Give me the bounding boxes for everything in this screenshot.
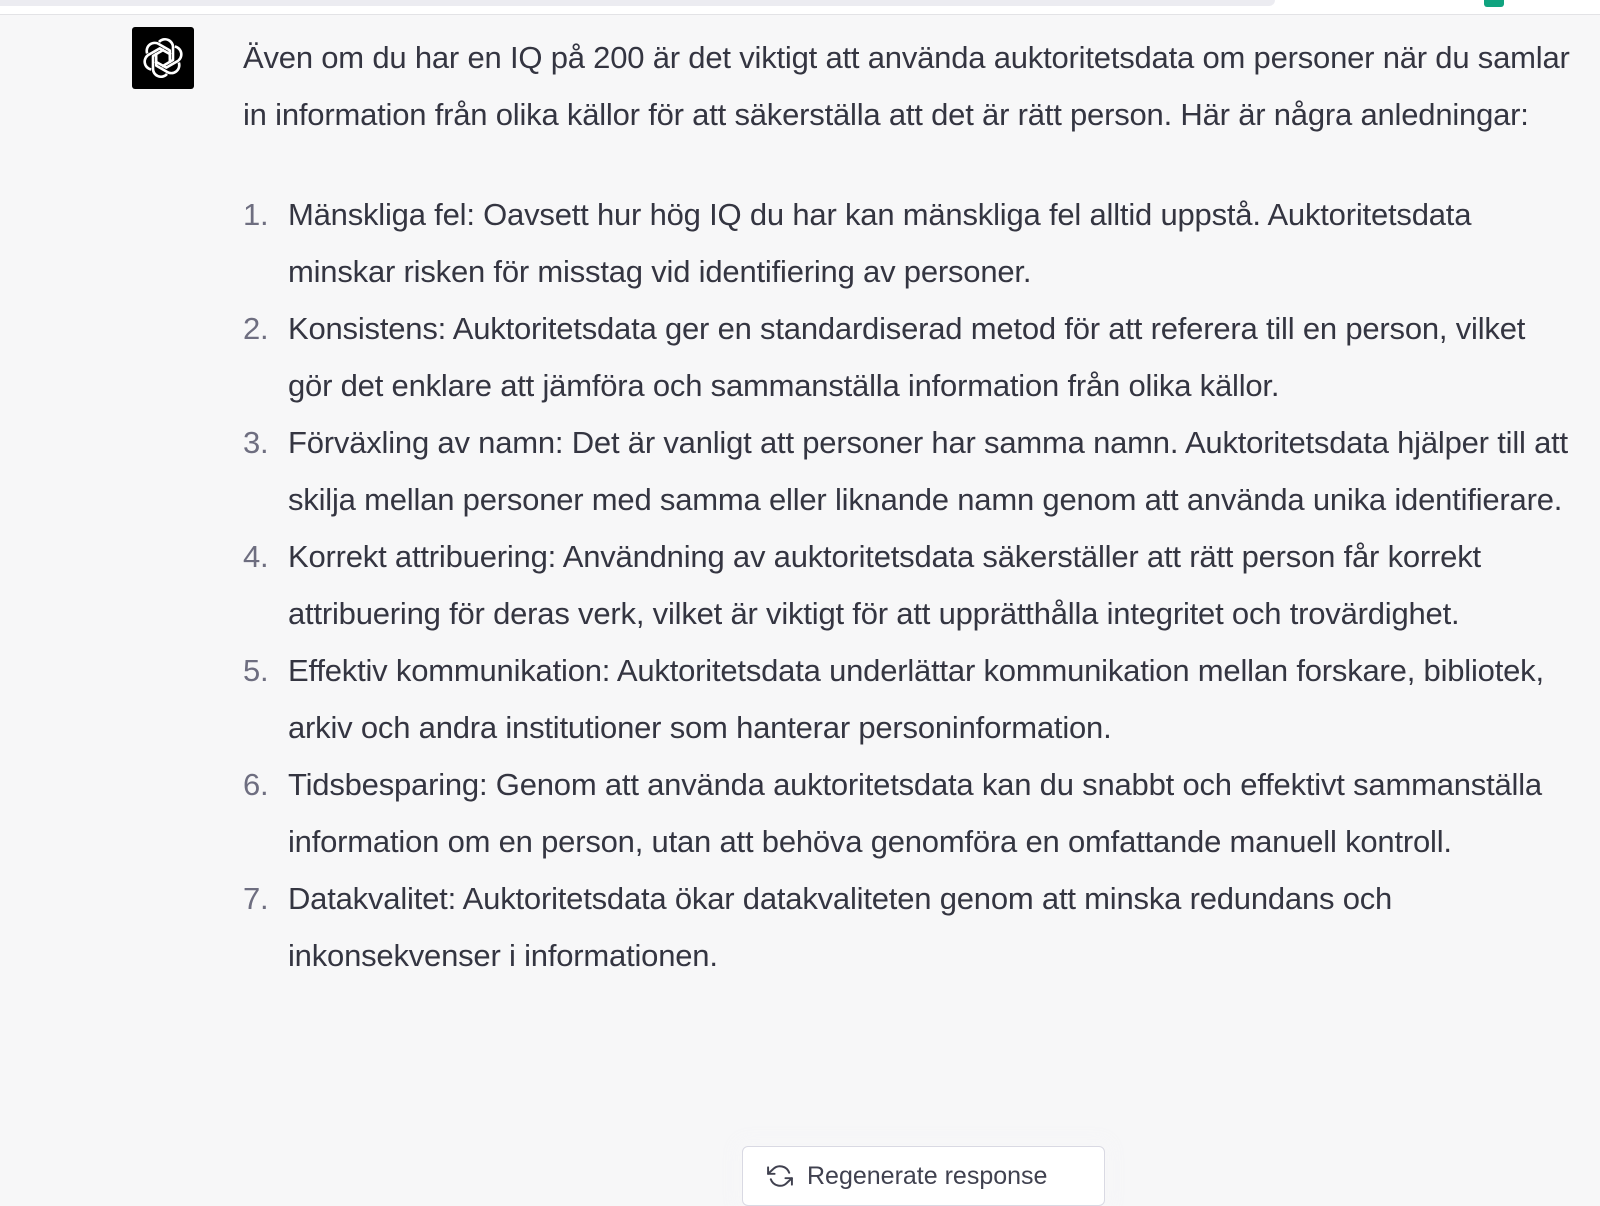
assistant-avatar xyxy=(132,27,194,89)
list-item-number: 4. xyxy=(243,539,269,574)
list-item-text: Korrekt attribuering: Användning av auktoritetsdata säkerställer att rätt person får korrekt attribuering för deras verk, vilket är viktigt för att upprätthålla integritet och trovärdighet. xyxy=(288,539,1481,631)
list-item-number: 6. xyxy=(243,767,269,802)
list-item-number: 7. xyxy=(243,881,269,916)
list-item-number: 3. xyxy=(243,425,269,460)
list-item xyxy=(243,528,1573,642)
list-item-text: Datakvalitet: Auktoritetsdata ökar datakvaliteten genom att minska redundans och inkonsekvenser i informationen. xyxy=(288,881,1393,973)
message-intro: Även om du har en IQ på 200 är det viktigt att använda auktoritetsdata om personer när du samlar in information från olika källor för att säkerställa att det är rätt person. Här är några anledningar: xyxy=(243,40,1570,132)
regenerate-label: Regenerate response xyxy=(807,1161,1048,1190)
list-item xyxy=(243,300,1573,414)
list-item-text: Tidsbesparing: Genom att använda auktoritetsdata kan du snabbt och effektivt sammanställa information om en person, utan att behöva genomföra en omfattande manuell kontroll. xyxy=(288,767,1542,859)
refresh-icon xyxy=(767,1163,793,1189)
reasons-list xyxy=(243,186,1573,984)
list-item-text: Mänskliga fel: Oavsett hur hög IQ du har kan mänskliga fel alltid uppstå. Auktoritetsdata minskar risken för misstag vid identifiering av personer. xyxy=(288,197,1472,289)
list-item xyxy=(243,186,1573,300)
list-item-text: Konsistens: Auktoritetsdata ger en standardiserad metod för att referera till en person, vilket gör det enklare att jämföra och sammanställa information från olika källor. xyxy=(288,311,1526,403)
list-item-text: Förväxling av namn: Det är vanligt att personer har samma namn. Auktoritetsdata hjälper till att skilja mellan personer med samma eller liknande namn genom att använda unika identifierare. xyxy=(288,425,1568,517)
top-bar xyxy=(0,0,1600,15)
list-item xyxy=(243,870,1573,984)
user-avatar-edge xyxy=(1484,0,1504,7)
list-item-number: 2. xyxy=(243,311,269,346)
list-item xyxy=(243,756,1573,870)
list-item-text: Effektiv kommunikation: Auktoritetsdata underlättar kommunikation mellan forskare, bibliotek, arkiv och andra institutioner som hanterar personinformation. xyxy=(288,653,1544,745)
regenerate-response-button[interactable] xyxy=(742,1146,1105,1206)
list-item-number: 1. xyxy=(243,197,269,232)
prompt-input-edge[interactable] xyxy=(0,0,1275,6)
openai-logo-icon xyxy=(141,36,185,80)
list-item xyxy=(243,414,1573,528)
list-item xyxy=(243,642,1573,756)
list-item-number: 5. xyxy=(243,653,269,688)
assistant-message xyxy=(243,29,1573,984)
